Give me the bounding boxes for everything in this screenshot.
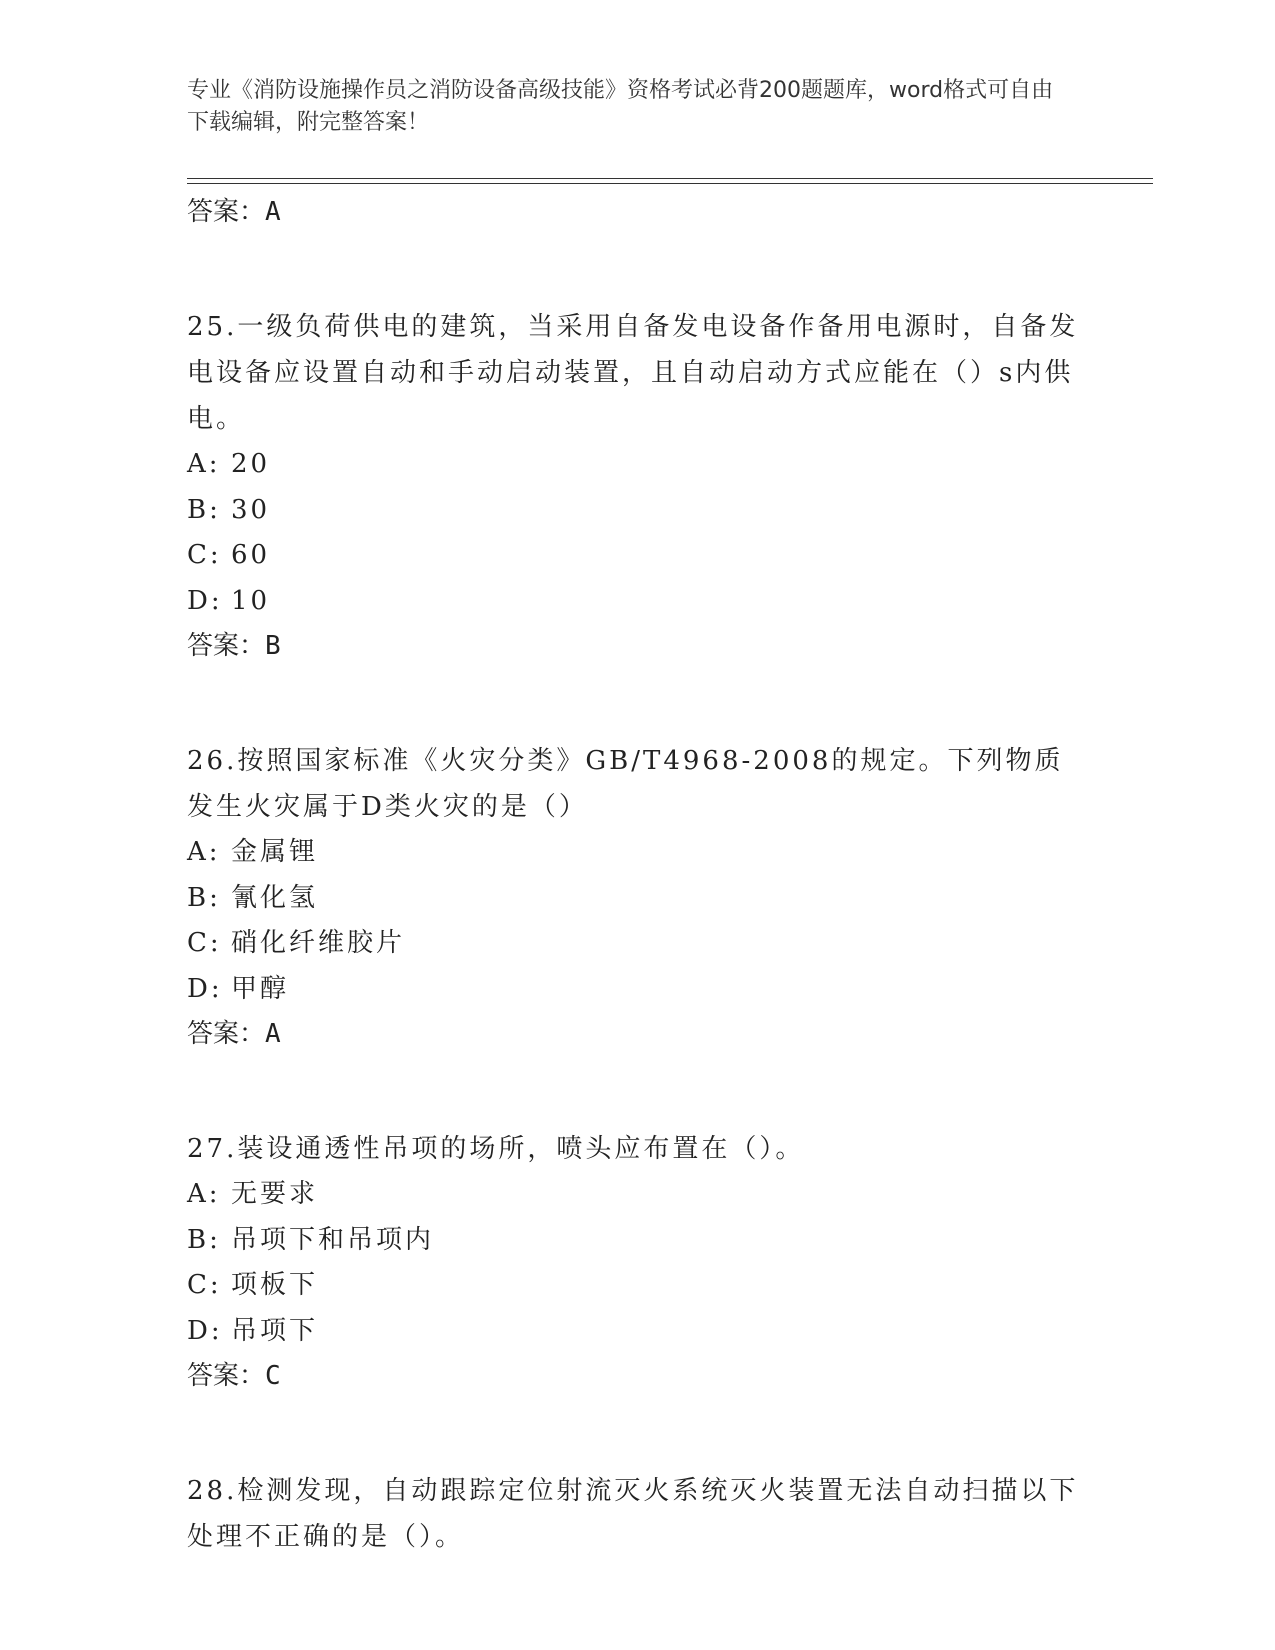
option-text: 20	[231, 449, 271, 479]
option-c	[187, 1263, 1087, 1309]
option-letter: D:	[187, 1315, 223, 1346]
answer-label: 答案：	[187, 631, 266, 661]
option-text: 金属锂	[231, 837, 319, 867]
option-letter: B:	[187, 1224, 221, 1255]
option-a	[187, 442, 1087, 488]
option-c	[187, 921, 1087, 967]
question-text: 27.装设通透性吊项的场所，喷头应布置在（）。	[187, 1134, 805, 1164]
option-b	[187, 1218, 1087, 1264]
option-letter: B:	[187, 494, 221, 525]
option-d	[187, 967, 1087, 1013]
option-b	[187, 488, 1087, 534]
answer-value: C	[265, 1361, 281, 1391]
option-text: 吊项下	[231, 1315, 319, 1346]
option-letter: D:	[187, 973, 223, 1004]
option-d	[187, 1309, 1087, 1355]
option-letter: A:	[187, 1179, 221, 1209]
option-d	[187, 579, 1087, 625]
option-letter: C:	[187, 1270, 222, 1300]
answer-line	[187, 624, 1087, 668]
answer-label: 答案：	[187, 1019, 266, 1049]
option-text: 项板下	[231, 1270, 319, 1300]
question-text: 28.检测发现，自动跟踪定位射流灭火系统灭火装置无法自动扫描以下处理不正确的是（）。	[187, 1476, 1079, 1552]
answer-line	[187, 1012, 1087, 1056]
answer-line	[187, 190, 1087, 234]
question-list	[187, 190, 1087, 1560]
option-c	[187, 533, 1087, 579]
option-text: 无要求	[231, 1179, 319, 1209]
header-divider-bottom	[187, 183, 1153, 184]
answer-value: A	[265, 1019, 281, 1049]
option-letter: C:	[187, 540, 222, 570]
option-letter: A:	[187, 449, 221, 479]
option-a	[187, 830, 1087, 876]
option-b	[187, 876, 1087, 922]
answer-line	[187, 1354, 1087, 1398]
option-a	[187, 1172, 1087, 1218]
option-text: 吊项下和吊项内	[231, 1224, 435, 1255]
question-text: 26.按照国家标准《火灾分类》GB/T4968-2008的规定。下列物质发生火灾属于D类火灾的是（）	[187, 746, 1064, 822]
option-text: 硝化纤维胶片	[231, 928, 406, 958]
option-letter: B:	[187, 882, 221, 913]
option-text: 甲醇	[231, 973, 290, 1004]
option-letter: D:	[187, 585, 223, 616]
answer-label: 答案：	[187, 197, 266, 227]
option-text: 60	[231, 540, 271, 570]
option-text: 氰化氢	[231, 882, 319, 913]
option-letter: A:	[187, 837, 221, 867]
header-divider-top	[187, 178, 1153, 179]
page-header: 专业《消防设施操作员之消防设备高级技能》资格考试必背200题题库，word格式可自由下载编辑，附完整答案！	[187, 78, 1054, 135]
question-text: 25.一级负荷供电的建筑，当采用自备发电设备作备用电源时，自备发电设备应设置自动和手动启动装置，且自动启动方式应能在（）s内供电。	[187, 312, 1079, 434]
answer-value: B	[265, 631, 281, 661]
option-text: 30	[231, 494, 271, 525]
answer-value: A	[265, 197, 281, 227]
option-letter: C:	[187, 928, 222, 958]
answer-label: 答案：	[187, 1361, 266, 1391]
option-text: 10	[231, 585, 271, 616]
